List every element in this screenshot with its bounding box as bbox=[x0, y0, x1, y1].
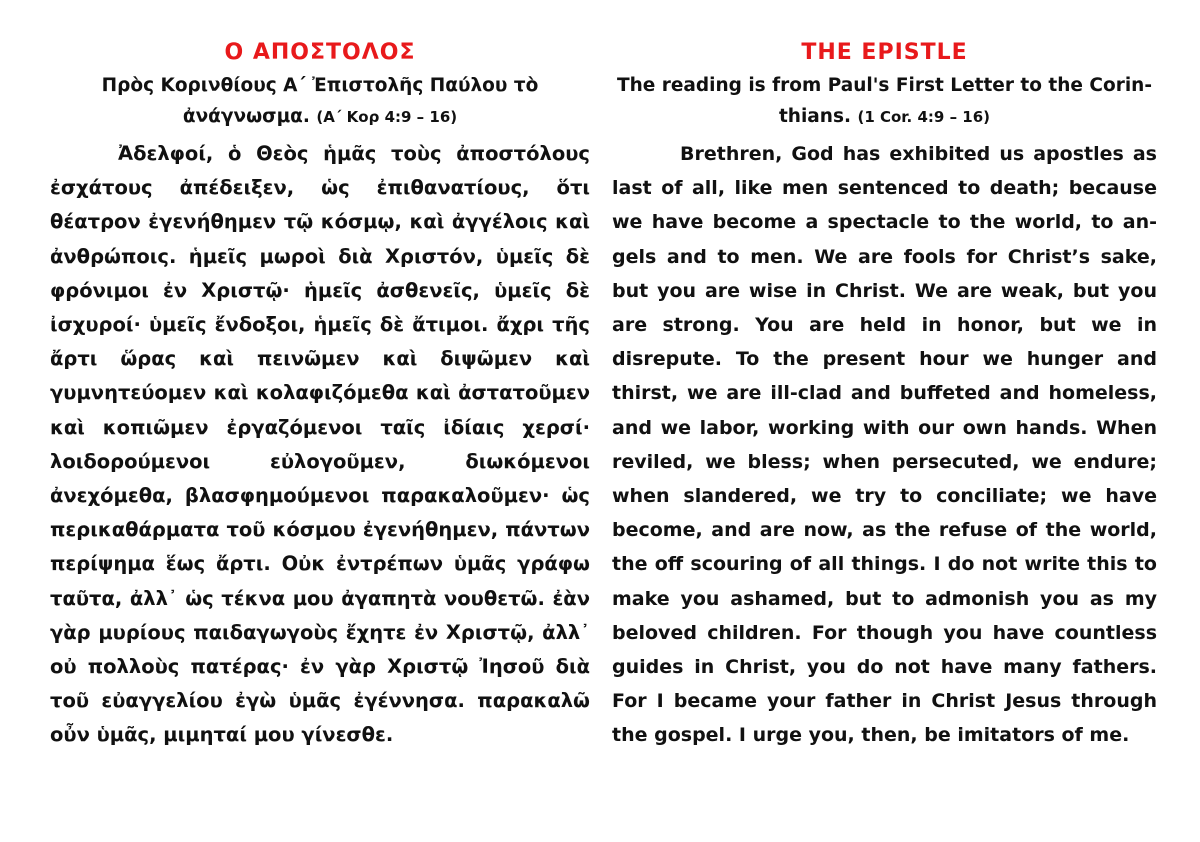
greek-subtitle bbox=[50, 70, 590, 133]
greek-subtitle-text: Πρὸς Κορινθίους Α΄ Ἐπιστολῆς Παύλου τὸ ἀνάγνωσμα. bbox=[101, 75, 539, 127]
greek-column bbox=[50, 38, 590, 753]
english-subtitle bbox=[612, 70, 1157, 133]
english-reference: (1 Cor. 4:9 – 16) bbox=[857, 108, 991, 126]
english-subtitle-text: The reading is from Paul's First Letter to the Corinthians. bbox=[616, 75, 1153, 127]
greek-reading-text: Ἀδελφοί, ὁ Θεὸς ἡμᾶς τοὺς ἀποστόλους ἐσχάτους ἀπέδειξεν, ὡς ἐπιθανατίους, ὅτι θέατρον ἐγενήθημεν τῷ κόσμῳ, καὶ ἀγγέλοις καὶ ἀνθρώποις. ἡμεῖς μωροὶ διὰ Χριστόν, ὑμεῖς δὲ φρόνιμοι ἐν Χριστῷ· ἡμεῖς ἀσθενεῖς, ὑμεῖς δὲ ἰσχυροί· ὑμεῖς ἔνδοξοι, ἡμεῖς δὲ ἄτιμοι. ἄχρι τῆς ἄρτι ὥρας καὶ πεινῶμεν καὶ διψῶμεν καὶ γυμνητεύομεν καὶ κολαφιζόμεθα καὶ ἀστατοῦμεν καὶ κοπιῶμεν ἐργαζόμενοι ταῖς ἰδίαις χερσί· λοιδορούμενοι εὐλογοῦμεν, διωκόμενοι ἀνεχόμεθα, βλασφημούμενοι παρακαλοῦμεν· ὡς περικαθάρματα τοῦ κόσμου ἐγενήθημεν, πάντων περίψημα ἕως ἄρτι. Οὐκ ἐντρέπων ὑμᾶς γράφω ταῦτα, ἀλλ᾿ ὡς τέκνα μου ἀγαπητὰ νουθετῶ. ἐὰν γὰρ μυρίους παιδαγωγοὺς ἔχητε ἐν Χριστῷ, ἀλλ᾿ οὐ πολλοὺς πατέρας· ἐν γὰρ Χριστῷ Ἰησοῦ διὰ τοῦ εὐαγγελίου ἐγὼ ὑμᾶς ἐγέννησα. παρακαλῶ οὖν ὑμᾶς, μιμηταί μου γίνεσθε. bbox=[50, 142, 590, 747]
greek-heading: Ο ΑΠΟΣΤΟΛΟΣ bbox=[224, 40, 416, 65]
english-reading-text: Brethren, God has exhibited us apostles as last of all, like men sentenced to death; because we have become a spectacle to the world, to angels and to men. We are fools for Christ’s sake, but you are wise in Christ. We are weak, but you are strong. You are held in honor, but we in disrepute. To the present hour we hunger and thirst, we are ill-clad and buffeted and homeless, and we labor, working with our own hands. When reviled, we bless; when persecuted, we endure; when slandered, we try to conciliate; we have become, and are now, as the refuse of the world, the off scouring of all things. I do not write this to make you ashamed, but to admonish you as my beloved children. For though you have countless guides in Christ, you do not have many fathers. For I became your father in Christ Jesus through the gospel. I urge you, then, be imitators of me. bbox=[612, 143, 1157, 747]
english-heading: THE EPISTLE bbox=[801, 40, 968, 65]
english-column bbox=[612, 38, 1157, 753]
greek-reference: (Α΄ Κορ 4:9 – 16) bbox=[316, 108, 458, 126]
